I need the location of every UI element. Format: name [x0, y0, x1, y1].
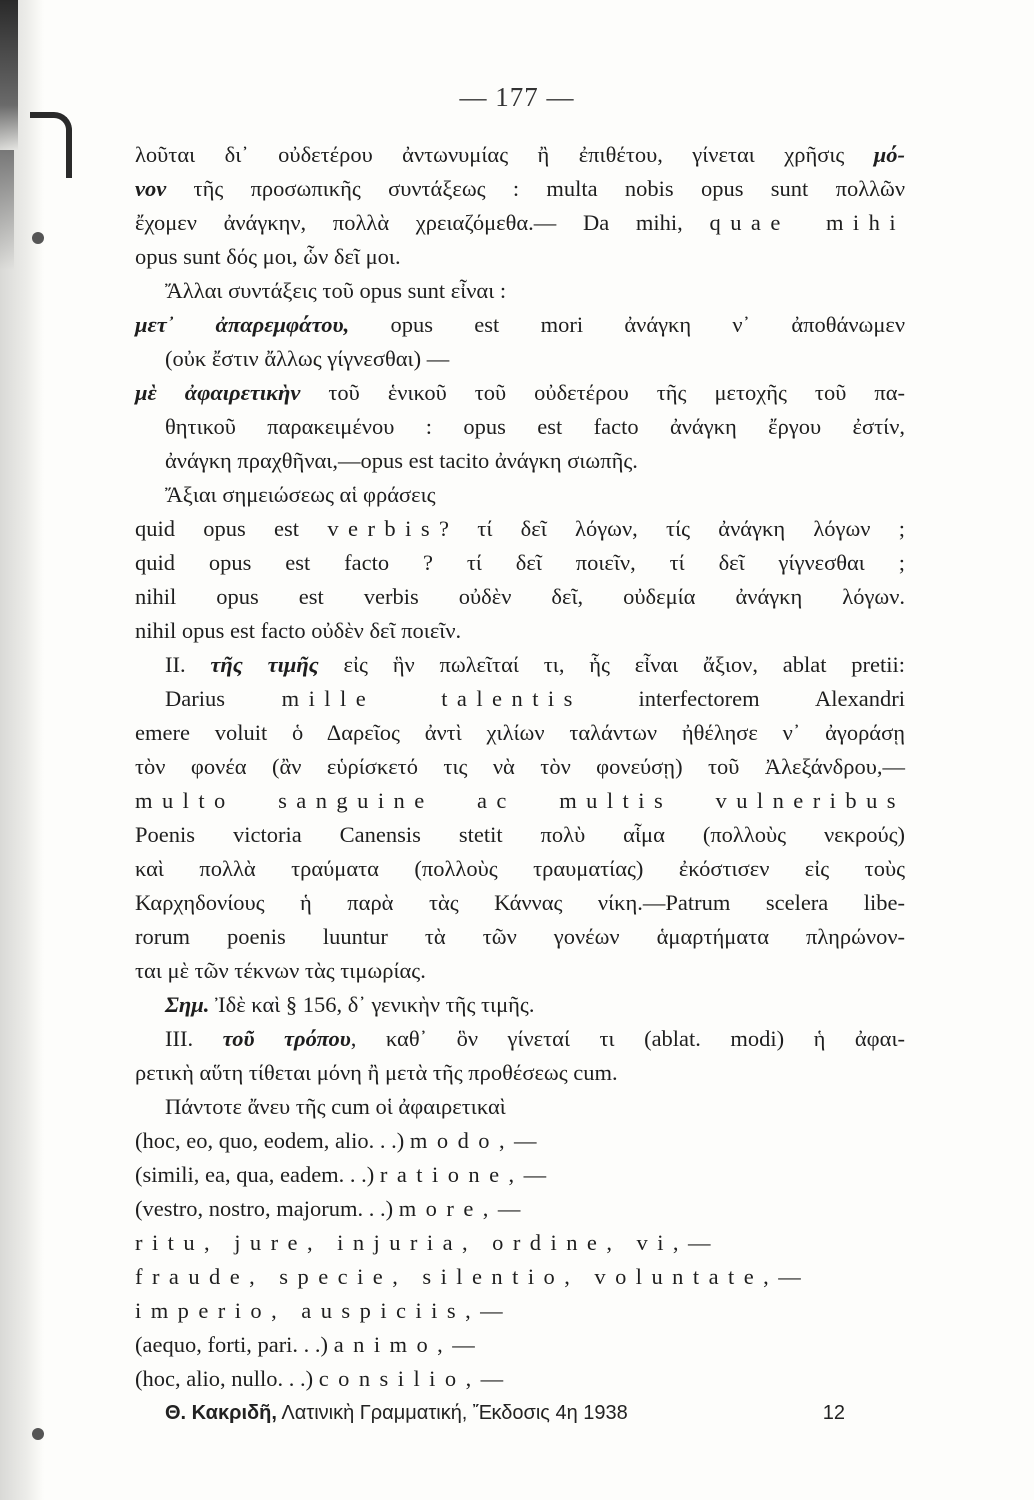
footer-citation: [165, 1402, 628, 1425]
text-line: Darius mille talentis interfectorem Alexandri: [165, 686, 905, 711]
text-line: Ἄλλαι συντάξεις τοῦ opus sunt εἶναι :: [165, 278, 507, 303]
text-line: μετ᾽ ἀπαρεμφάτου, opus est mori ἀνάγκη ν᾽ ἀποθάνωμεν: [135, 312, 906, 337]
text-line: quid opus est facto ? τί δεῖ ποιεῖν, τί δεῖ γίγνεσθαι ;: [135, 550, 905, 575]
text-line: ἀνάγκη πραχθῆναι,—opus est tacito ἀνάγκη σιωπῆς.: [165, 448, 638, 473]
binding-hole-mark: [32, 1428, 44, 1440]
binding-hole-mark: [32, 232, 44, 244]
text-line: Ἄξιαι σημειώσεως αἱ φράσεις: [165, 482, 436, 507]
page-footer: [165, 1402, 845, 1425]
footer-author: Θ. Κακριδῆ,: [165, 1402, 277, 1424]
text-line: nihil opus est facto οὐδὲν δεῖ ποιεῖν.: [135, 618, 462, 643]
text-line: fraude, specie, silentio, voluntate,—: [135, 1264, 811, 1289]
text-line: τὸν φονέα (ἂν εὑρίσκετό τις νὰ τὸν φονεύσῃ) τοῦ Ἀλεξάνδρου,—: [135, 754, 905, 779]
text-line: (hoc, eo, quo, eodem, alio. . .) modo,—: [135, 1128, 546, 1153]
text-line: emere voluit ὁ Δαρεῖος ἀντὶ χιλίων ταλάντων ἠθέλησε ν᾽ ἀγοράσῃ: [135, 720, 905, 745]
footer-sheet-number: 12: [822, 1402, 845, 1424]
page-body-text: [135, 138, 905, 1396]
text-line: ρετικὴ αὕτη τίθεται μόνη ἢ μετὰ τῆς προθέσεως cum.: [135, 1060, 618, 1085]
text-line: μὲ ἀφαιρετικὴν τοῦ ἑνικοῦ τοῦ οὐδετέρου τῆς μετοχῆς τοῦ πα-: [135, 380, 906, 405]
text-line: καὶ πολλὰ τραύματα (πολλοὺς τραυματίας) ἐκόστισεν εἰς τοὺς: [135, 856, 905, 881]
text-line: imperio, auspiciis,—: [135, 1298, 513, 1323]
text-line: II. τῆς τιμῆς εἰς ἣν πωλεῖταί τι, ἧς εἶναι ἄξιον, ablat pretii:: [165, 652, 905, 677]
text-line: Poenis victoria Canensis stetit πολὺ αἷμα (πολλοὺς νεκρούς): [135, 822, 905, 847]
binding-thread-mark: [30, 112, 72, 178]
text-line: III. τοῦ τρόπου, καθ᾽ ὃν γίνεταί τι (ablat. modi) ἡ ἀφαι-: [165, 1026, 906, 1051]
text-line: (οὐκ ἔστιν ἄλλως γίγνεσθαι) —: [165, 346, 450, 371]
text-line: quid opus est verbis? τί δεῖ λόγων, τίς ἀνάγκη λόγων ;: [135, 516, 905, 541]
text-line: opus sunt δός μοι, ὧν δεῖ μοι.: [135, 244, 401, 269]
text-line: (simili, ea, qua, eadem. . .) ratione,—: [135, 1162, 556, 1187]
text-line: θητικοῦ παρακειμένου : opus est facto ἀνάγκη ἔργου ἐστίν,: [165, 414, 905, 439]
text-line: νον τῆς προσωπικῆς συντάξεως : multa nobis opus sunt πολλῶν: [135, 176, 906, 201]
text-line: (hoc, alio, nullo. . .) consilio,—: [135, 1366, 513, 1391]
text-line: Πάντοτε ἄνευ τῆς cum οἱ ἀφαιρετικαὶ: [165, 1094, 506, 1119]
text-line: (aequo, forti, pari. . .) animo,—: [135, 1332, 485, 1357]
text-line: ἔχομεν ἀνάγκην, πολλὰ χρειαζόμεθα.— Da mihi, quae mihi: [135, 210, 906, 235]
page-number-header: — 177 —: [459, 82, 575, 112]
text-line: nihil opus est verbis οὐδὲν δεῖ, οὐδεμία ἀνάγκη λόγων.: [135, 584, 905, 609]
text-line: Σημ. Ἰδὲ καὶ § 156, δ᾽ γενικὴν τῆς τιμῆς.: [165, 992, 535, 1017]
text-line: λοῦται δι᾽ οὐδετέρου ἀντωνυμίας ἢ ἐπιθέτου, γίνεται χρῆσις μό-: [135, 142, 906, 167]
text-line: rorum poenis luuntur τὰ τῶν γονέων ἁμαρτήματα πληρώνον-: [135, 924, 905, 949]
text-line: Καρχηδονίους ἡ παρὰ τὰς Κάννας νίκη.—Patrum scelera libe-: [135, 890, 905, 915]
binding-shadow-top: [0, 0, 18, 150]
text-line: ται μὲ τῶν τέκνων τὰς τιμωρίας.: [135, 958, 426, 983]
text-line: multo sanguine ac multis vulneribus: [135, 788, 905, 813]
footer-title: Λατινικὴ Γραμματική, Ἔκδοσις 4η 1938: [281, 1402, 628, 1424]
text-line: (vestro, nostro, majorum. . .) more,—: [135, 1196, 530, 1221]
book-binding-edge: [0, 0, 44, 1500]
text-line: ritu, jure, injuria, ordine, vi,—: [135, 1230, 720, 1255]
binding-shadow-mid: [0, 150, 14, 270]
